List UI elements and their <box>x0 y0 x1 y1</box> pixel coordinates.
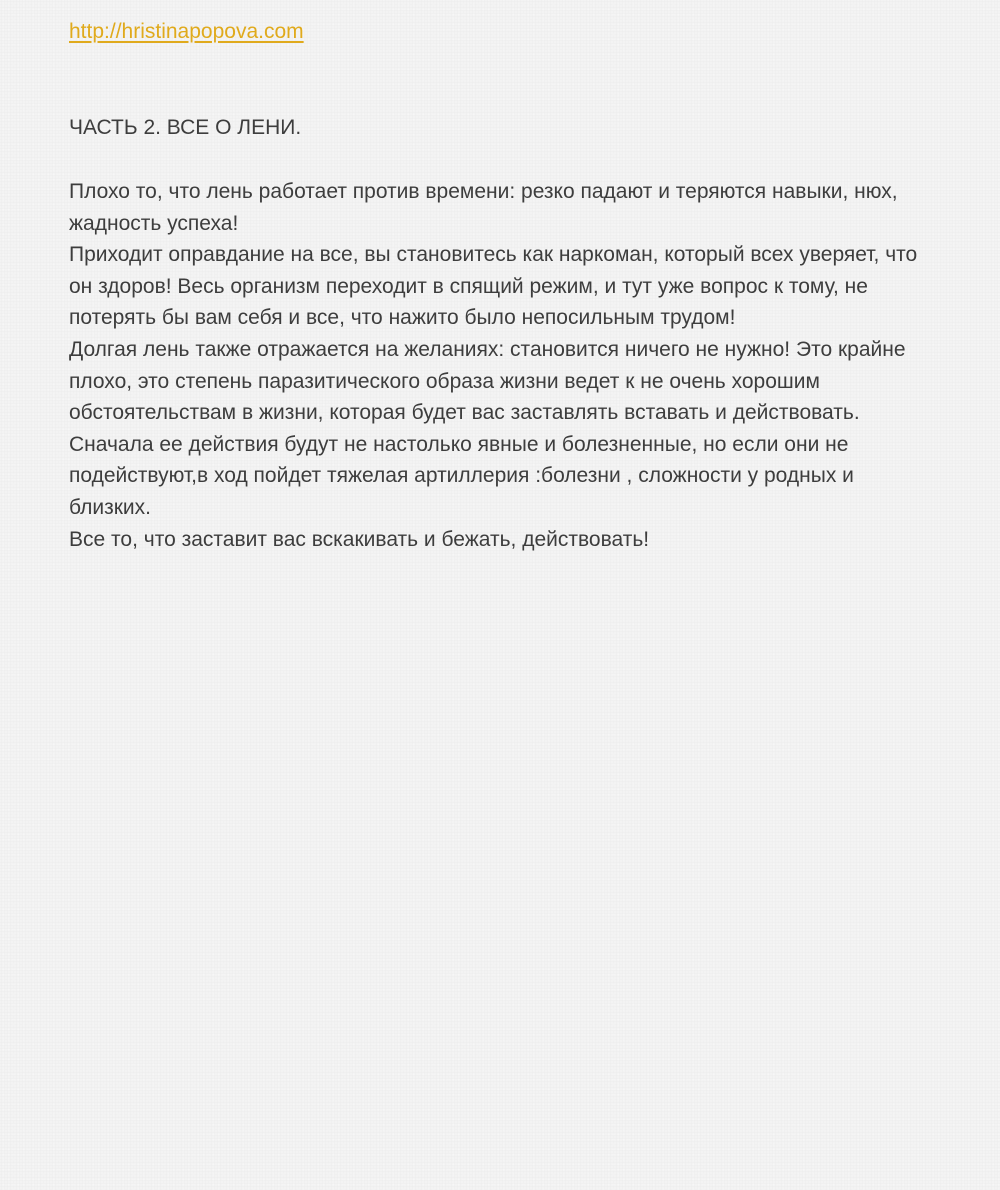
note-body <box>69 176 939 555</box>
note-heading: ЧАСТЬ 2. ВСЕ О ЛЕНИ. <box>69 116 302 139</box>
paragraph: Приходит оправдание на все, вы становитесь как наркоман, который всех уверяет, что он здоров! Весь организм переходит в спящий режим, и тут уже вопрос к тому, не потерять бы вам себя и все, что нажито было непосильным трудом! <box>69 243 918 330</box>
paragraph: Плохо то, что лень работает против времени: резко падают и теряются навыки, нюх, жадность успеха! <box>69 180 898 235</box>
paragraph: Все то, что заставит вас вскакивать и бежать, действовать! <box>69 527 650 551</box>
paragraph: Сначала ее действия будут не настолько явные и болезненные, но если они не подействуют,в ход пойдет тяжелая артиллерия :болезни , сложности у родных и близких. <box>69 432 854 519</box>
note-content <box>69 16 939 555</box>
website-link[interactable]: http://hristinapopova.com <box>69 20 304 43</box>
paragraph: Долгая лень также отражается на желаниях: становится ничего не нужно! Это крайне плохо, это степень паразитического образа жизни ведет к не очень хорошим обстоятельствам в жизни, которая будет вас заставлять вставать и действовать. <box>69 337 906 425</box>
